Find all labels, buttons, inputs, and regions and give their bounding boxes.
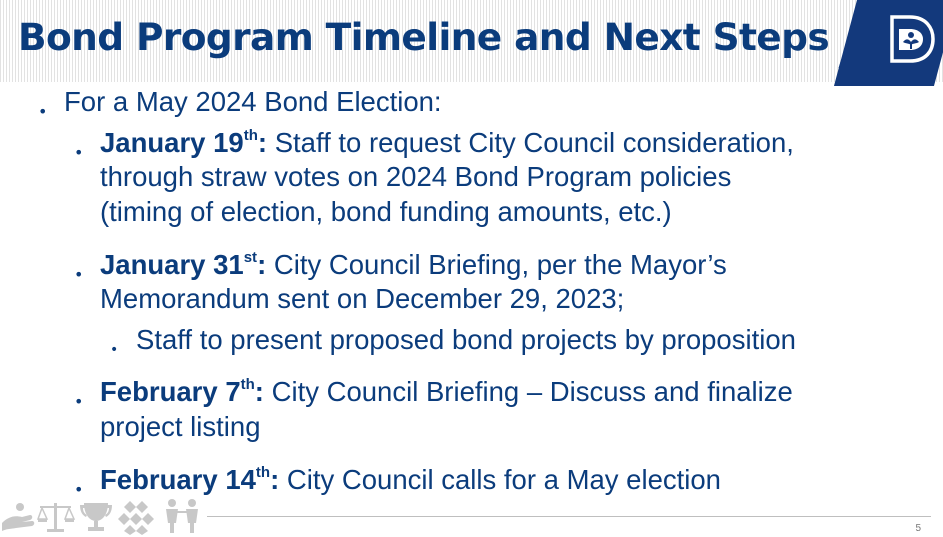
item-text-line: project listing <box>100 411 261 442</box>
item-text: City Council Briefing – Discuss and finalize <box>263 376 793 407</box>
bullet-icon: • <box>74 143 84 162</box>
footer-icon-strip <box>0 493 210 537</box>
scales-icon <box>38 503 74 532</box>
bullet-icon: • <box>74 392 84 411</box>
timeline-item-january-31 <box>100 248 727 283</box>
item-text-line: Memorandum sent on December 29, 2023; <box>100 283 625 314</box>
item-text: City Council calls for a May election <box>279 464 721 495</box>
diamond-pattern-icon <box>118 501 154 535</box>
item-text: Staff to request City Council consideration, <box>267 127 794 158</box>
date-label: February 14th: <box>100 464 280 495</box>
bullet-icon: • <box>74 265 84 284</box>
timeline-item-february-7 <box>100 375 793 410</box>
hand-icon <box>2 503 34 531</box>
people-icon <box>166 499 198 533</box>
sub-bullet-icon: • <box>110 342 119 358</box>
item-text: City Council Briefing, per the Mayor’s <box>266 249 727 280</box>
date-label: January 31st: <box>100 249 267 280</box>
date-label: February 7th: <box>100 376 264 407</box>
bullet-icon: • <box>74 480 84 499</box>
item-text-line: through straw votes on 2024 Bond Program policies <box>100 161 732 192</box>
date-label: January 19th: <box>100 127 268 158</box>
item-text-line: (timing of election, bond funding amounts, etc.) <box>100 196 672 227</box>
page-number: 5 <box>915 523 921 534</box>
timeline-item-january-19 <box>100 126 794 161</box>
slide-title: Bond Program Timeline and Next Steps <box>18 15 830 59</box>
sub-item-text: Staff to present proposed bond projects by proposition <box>136 324 796 355</box>
bullet-icon: • <box>38 102 48 121</box>
intro-text: For a May 2024 Bond Election: <box>64 86 442 117</box>
footer-divider <box>207 516 931 517</box>
trophy-icon <box>80 503 112 531</box>
